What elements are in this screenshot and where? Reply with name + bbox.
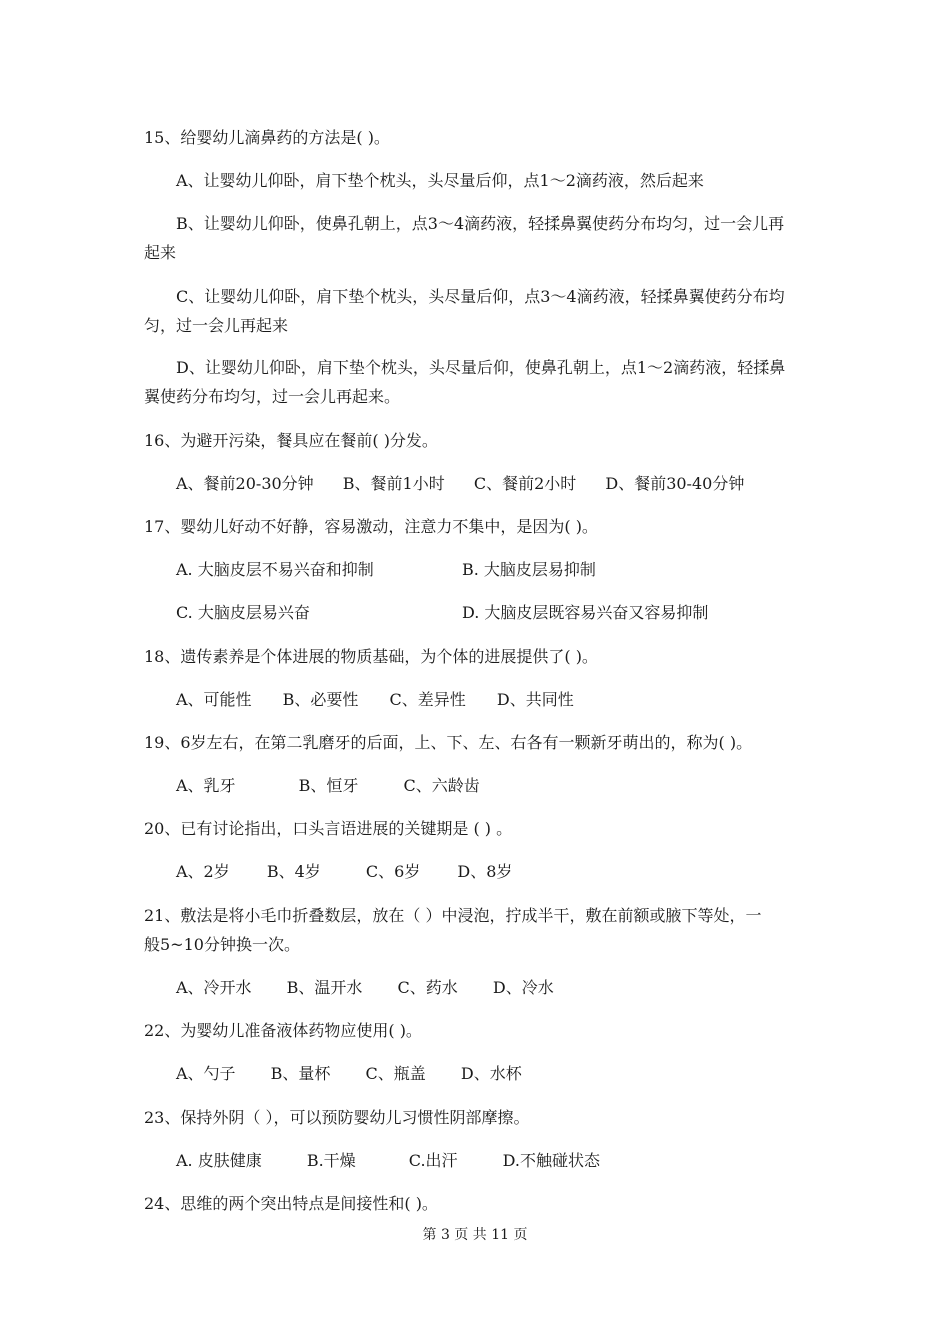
question-18-option-b: B、必要性 <box>282 690 359 709</box>
question-18-option-d: D、共同性 <box>496 690 574 709</box>
question-17-option-b: B. 大脑皮层易抑制 <box>462 560 596 579</box>
question-19-option-a: A、乳牙 <box>176 776 236 795</box>
question-22-option-d: D、水杯 <box>460 1064 522 1083</box>
question-21-option-d: D、冷水 <box>492 978 554 997</box>
question-18-options <box>176 685 574 714</box>
question-15-option-d-line1: D、让婴幼儿仰卧，肩下垫个枕头，头尽量后仰，使鼻孔朝上，点1～2滴药液，轻揉鼻 <box>176 358 786 377</box>
question-16-options <box>176 469 744 498</box>
question-22-stem: 22、为婴幼儿准备液体药物应使用( )。 <box>144 1021 422 1040</box>
question-19-option-b: B、恒牙 <box>298 776 359 795</box>
question-15-option-c-line2: 匀，过一会儿再起来 <box>144 316 289 335</box>
question-20-option-b: B、4岁 <box>266 862 321 881</box>
question-16-option-b: B、餐前1小时 <box>342 474 445 493</box>
question-18-stem: 18、遗传素养是个体进展的物质基础，为个体的进展提供了( )。 <box>144 647 598 666</box>
question-15-option-b-line1: B、让婴幼儿仰卧，使鼻孔朝上，点3～4滴药液，轻揉鼻翼使药分布均匀，过一会儿再 <box>176 214 785 233</box>
question-21-option-c: C、药水 <box>397 978 458 997</box>
question-16-option-a: A、餐前20-30分钟 <box>176 474 314 493</box>
question-16-stem: 16、为避开污染，餐具应在餐前( )分发。 <box>144 431 438 450</box>
page-number-footer: 第 3 页 共 11 页 <box>422 1227 528 1243</box>
question-20-option-a: A、2岁 <box>176 862 230 881</box>
question-18-option-c: C、差异性 <box>389 690 466 709</box>
question-15-option-a: A、让婴幼儿仰卧，肩下垫个枕头，头尽量后仰，点1～2滴药液，然后起来 <box>176 171 704 190</box>
question-22-option-c: C、瓶盖 <box>365 1064 426 1083</box>
question-20-stem: 20、已有讨论指出，口头言语进展的关键期是 ( ) 。 <box>144 819 513 838</box>
question-19-stem: 19、6岁左右，在第二乳磨牙的后面，上、下、左、右各有一颗新牙萌出的，称为( )。 <box>144 733 753 752</box>
question-22-option-a: A、勺子 <box>176 1064 236 1083</box>
question-21-option-b: B、温开水 <box>286 978 363 997</box>
question-21-options <box>176 973 554 1002</box>
question-17-option-d: D. 大脑皮层既容易兴奋又容易抑制 <box>462 603 709 622</box>
question-17-stem: 17、婴幼儿好动不好静，容易激动，注意力不集中，是因为( )。 <box>144 517 598 536</box>
question-15-option-d-line2: 翼使药分布均匀，过一会儿再起来。 <box>144 387 401 406</box>
question-20-option-d: D、8岁 <box>457 862 513 881</box>
question-16-option-d: D、餐前30-40分钟 <box>605 474 745 493</box>
question-20-options <box>176 857 512 886</box>
question-23-option-c: C.出汗 <box>408 1151 458 1170</box>
question-15-stem: 15、给婴幼儿滴鼻药的方法是( )。 <box>144 128 390 147</box>
question-16-option-c: C、餐前2小时 <box>473 474 577 493</box>
question-24-stem: 24、思维的两个突出特点是间接性和( )。 <box>144 1194 438 1213</box>
question-23-stem: 23、保持外阴（ ），可以预防婴幼儿习惯性阴部摩擦。 <box>144 1108 530 1127</box>
question-17-option-c: C. 大脑皮层易兴奋 <box>176 603 310 622</box>
question-22-option-b: B、量杯 <box>270 1064 331 1083</box>
question-18-option-a: A、可能性 <box>176 690 252 709</box>
question-22-options <box>176 1059 522 1088</box>
question-19-options <box>176 771 480 800</box>
question-15-option-b-line2: 起来 <box>144 243 177 262</box>
question-23-option-b: B.干燥 <box>306 1151 356 1170</box>
question-20-option-c: C、6岁 <box>365 862 421 881</box>
question-17-option-a: A. 大脑皮层不易兴奋和抑制 <box>176 560 374 579</box>
question-15-option-c-line1: C、让婴幼儿仰卧，肩下垫个枕头，头尽量后仰，点3～4滴药液，轻揉鼻翼使药分布均 <box>176 287 785 306</box>
question-21-stem-line1: 21、敷法是将小毛巾折叠数层，放在（ ）中浸泡，拧成半干，敷在前额或腋下等处，一 <box>144 906 762 925</box>
question-23-option-d: D.不触碰状态 <box>502 1151 600 1170</box>
question-21-option-a: A、冷开水 <box>176 978 252 997</box>
question-19-option-c: C、六龄齿 <box>403 776 480 795</box>
question-21-stem-line2: 般5~10分钟换一次。 <box>144 935 300 954</box>
question-23-options <box>176 1146 600 1175</box>
question-23-option-a: A. 皮肤健康 <box>176 1151 262 1170</box>
